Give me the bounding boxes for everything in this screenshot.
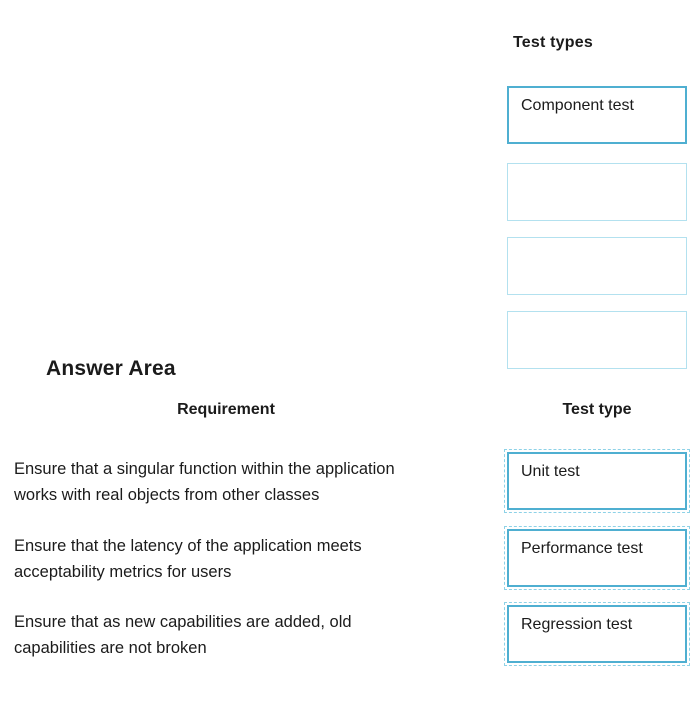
answer-box-label: Regression test bbox=[521, 616, 633, 633]
requirement-text-2-line-1: Ensure that the latency of the application meets bbox=[14, 537, 362, 555]
source-empty-slot-1[interactable] bbox=[507, 163, 687, 221]
source-empty-slot-3[interactable] bbox=[507, 311, 687, 369]
requirement-column-header: Requirement bbox=[177, 401, 275, 418]
source-item-component-test[interactable] bbox=[507, 86, 687, 144]
requirement-text-1 bbox=[14, 456, 500, 508]
requirement-text-3 bbox=[14, 609, 500, 661]
test-type-column-header: Test type bbox=[562, 401, 632, 418]
answer-box-performance-test[interactable] bbox=[507, 529, 687, 587]
source-panel-title: Test types bbox=[513, 34, 593, 51]
requirement-text-2-line-2: acceptability metrics for users bbox=[14, 563, 232, 581]
source-empty-slot-2[interactable] bbox=[507, 237, 687, 295]
requirement-text-3-line-2: capabilities are not broken bbox=[14, 639, 207, 657]
answer-box-regression-test[interactable] bbox=[507, 605, 687, 663]
requirement-text-2 bbox=[14, 533, 500, 585]
requirement-text-3-line-1: Ensure that as new capabilities are added, old bbox=[14, 613, 352, 631]
answer-area-title: Answer Area bbox=[46, 357, 176, 380]
answer-box-unit-test[interactable] bbox=[507, 452, 687, 510]
source-item-label: Component test bbox=[521, 97, 634, 114]
requirement-text-1-line-2: works with real objects from other classes bbox=[14, 486, 320, 504]
requirement-text-1-line-1: Ensure that a singular function within the application bbox=[14, 460, 395, 478]
answer-box-label: Unit test bbox=[521, 463, 580, 480]
answer-box-label: Performance test bbox=[521, 540, 643, 557]
